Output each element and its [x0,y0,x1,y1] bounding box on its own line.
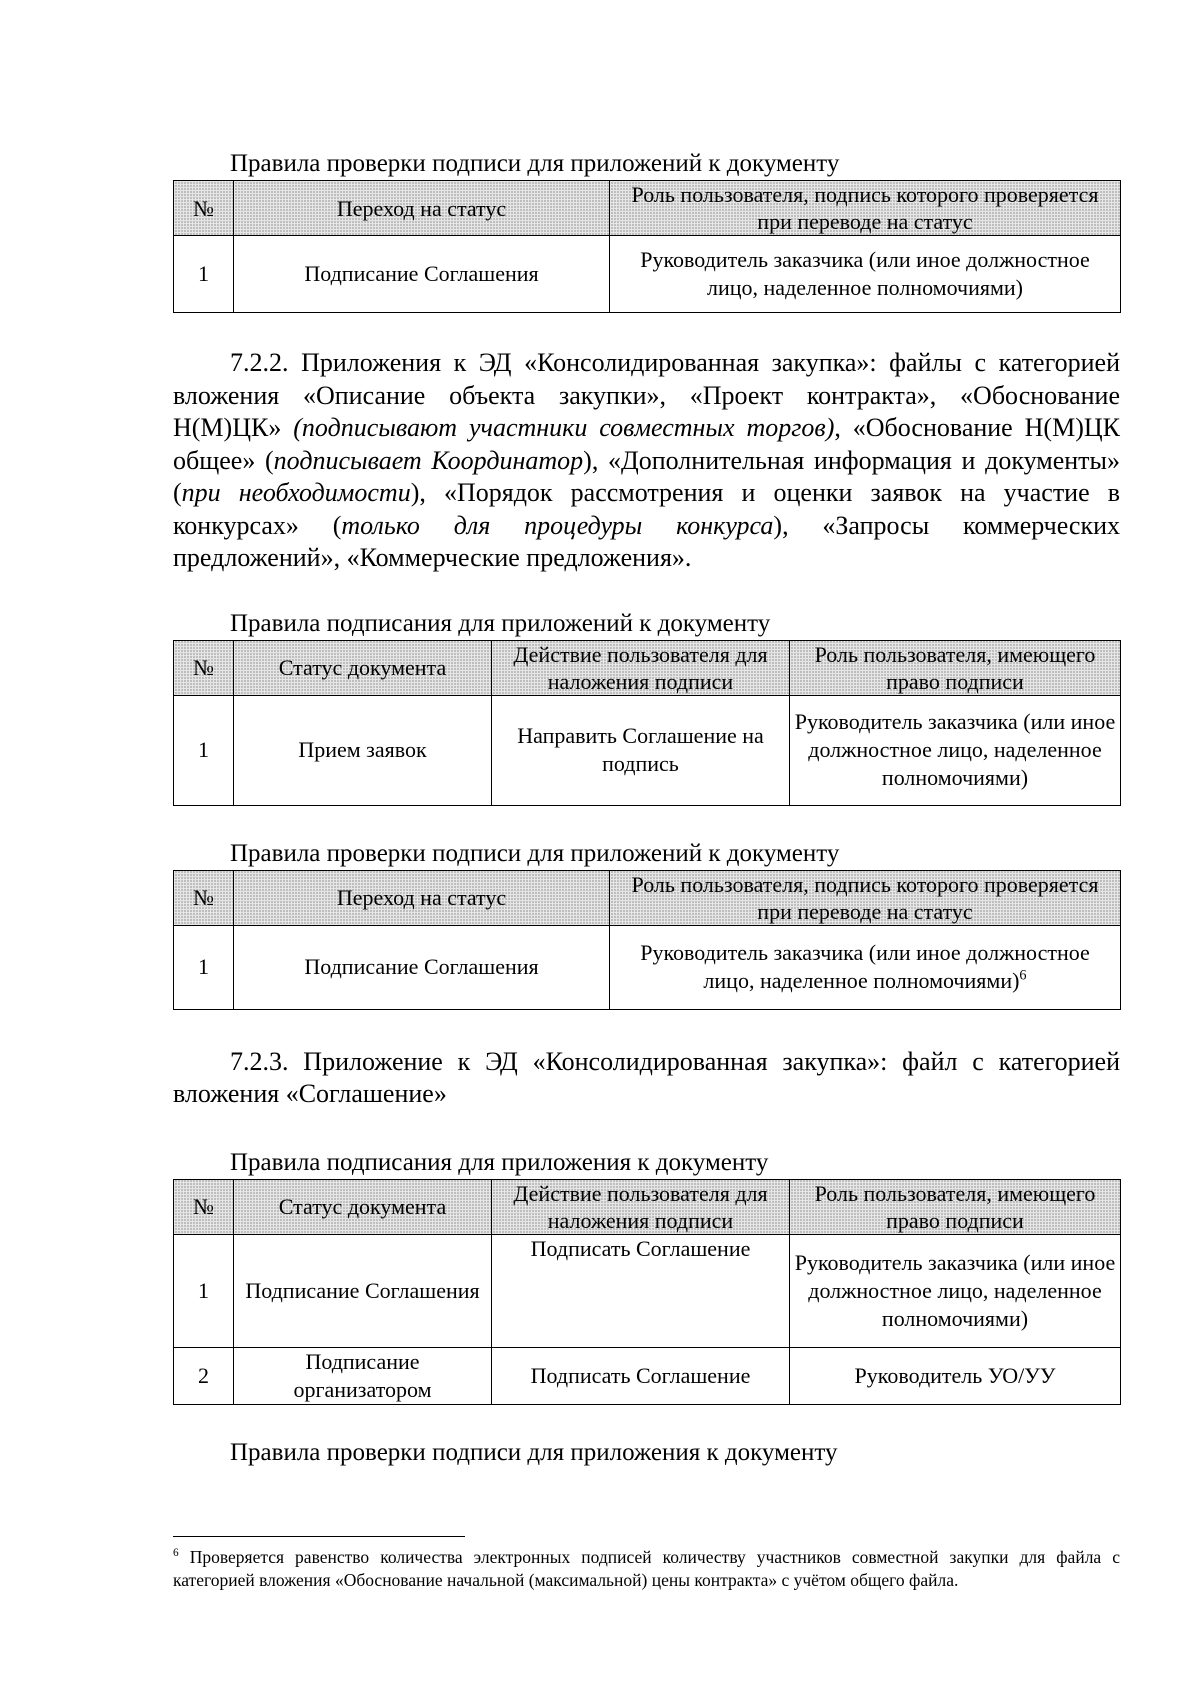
cell-number: 2 [174,1347,234,1404]
cell-status: Подписание Соглашения [234,1234,492,1347]
header-role: Роль пользователя, подпись которого проверяется при переводе на статус [610,181,1121,236]
header-status-transition: Переход на статус [234,870,610,925]
header-role: Роль пользователя, имеющего право подписи [790,640,1121,695]
header-number: № [174,181,234,236]
footnote-divider [173,1536,465,1537]
cell-role: Руководитель заказчика (или иное должностное лицо, наделенное полномочиями) [790,695,1121,805]
header-number: № [174,640,234,695]
header-number: № [174,1179,234,1234]
footnote-ref[interactable]: 6 [1019,967,1027,984]
table-row [174,1234,1121,1347]
cell-status: Подписание организатором [234,1347,492,1404]
cell-action: Направить Соглашение на подпись [492,695,790,805]
table-row [174,695,1121,805]
footnote [173,1546,1120,1592]
cell-status: Подписание Соглашения [234,236,610,313]
cell-action: Подписать Соглашение [492,1234,790,1347]
header-user-action: Действие пользователя для наложения подписи [492,640,790,695]
signature-check-table-1 [173,180,1121,313]
signature-check-table-3 [173,870,1121,1010]
header-role: Роль пользователя, подпись которого проверяется при переводе на статус [610,870,1121,925]
table-caption: Правила проверки подписи для приложений к документу [230,839,840,867]
document-page [173,150,1120,1469]
table-caption: Правила подписания для приложения к документу [230,1148,769,1176]
footnote-number: 6 [173,1547,179,1560]
cell-number: 1 [174,236,234,313]
signing-rules-table-2 [173,640,1121,806]
header-user-action: Действие пользователя для наложения подписи [492,1179,790,1234]
paragraph-7-2-2: 7.2.2. Приложения к ЭД «Консолидированная закупка»: файлы с категорией вложения «Описание объекта закупки», «Проект контракта», «Обоснование Н(М)ЦК» (подписывают участники совместных торгов), «Обоснование Н(М)ЦК общее» (подписывает Координатор), «Дополнительная информация и документы» (при необходимости), «Порядок рассмотрения и оценки заявок на участие в конкурсах» (только для процедуры конкурса), «Запросы коммерческих предложений», «Коммерческие предложения». [173,348,1121,572]
header-number: № [174,870,234,925]
cell-number: 1 [174,925,234,1009]
header-document-status: Статус документа [234,640,492,695]
table-caption: Правила проверки подписи для приложения к документу [230,1438,838,1466]
header-role: Роль пользователя, имеющего право подписи [790,1179,1121,1234]
cell-role: Руководитель заказчика (или иное должностное лицо, наделенное полномочиями) [610,236,1121,313]
table-row [174,236,1121,313]
cell-number: 1 [174,1234,234,1347]
cell-role: Руководитель УО/УУ [790,1347,1121,1404]
cell-role: Руководитель заказчика (или иное должностное лицо, наделенное полномочиями) [790,1234,1121,1347]
cell-status: Подписание Соглашения [234,925,610,1009]
cell-status: Прием заявок [234,695,492,805]
header-document-status: Статус документа [234,1179,492,1234]
table-row [174,925,1121,1009]
table-caption: Правила подписания для приложений к документу [230,609,771,637]
header-status-transition: Переход на статус [234,181,610,236]
cell-action: Подписать Соглашение [492,1347,790,1404]
paragraph-7-2-3: 7.2.3. Приложение к ЭД «Консолидированная закупка»: файл с категорией вложения «Соглашение» [173,1046,1120,1108]
cell-role: Руководитель заказчика (или иное должностное лицо, наделенное полномочиями)$^6$ [610,925,1121,1009]
table-caption: Правила проверки подписи для приложений к документу [230,150,840,177]
footnote-text: Проверяется равенство количества электронных подписей количеству участников совместной закупки для файла с категорией вложения «Обоснование начальной (максимальной) цены контракта» с учётом общего файла. [173,1547,1120,1590]
signing-rules-table-4 [173,1179,1121,1405]
cell-number: 1 [174,695,234,805]
table-row [174,1347,1121,1404]
